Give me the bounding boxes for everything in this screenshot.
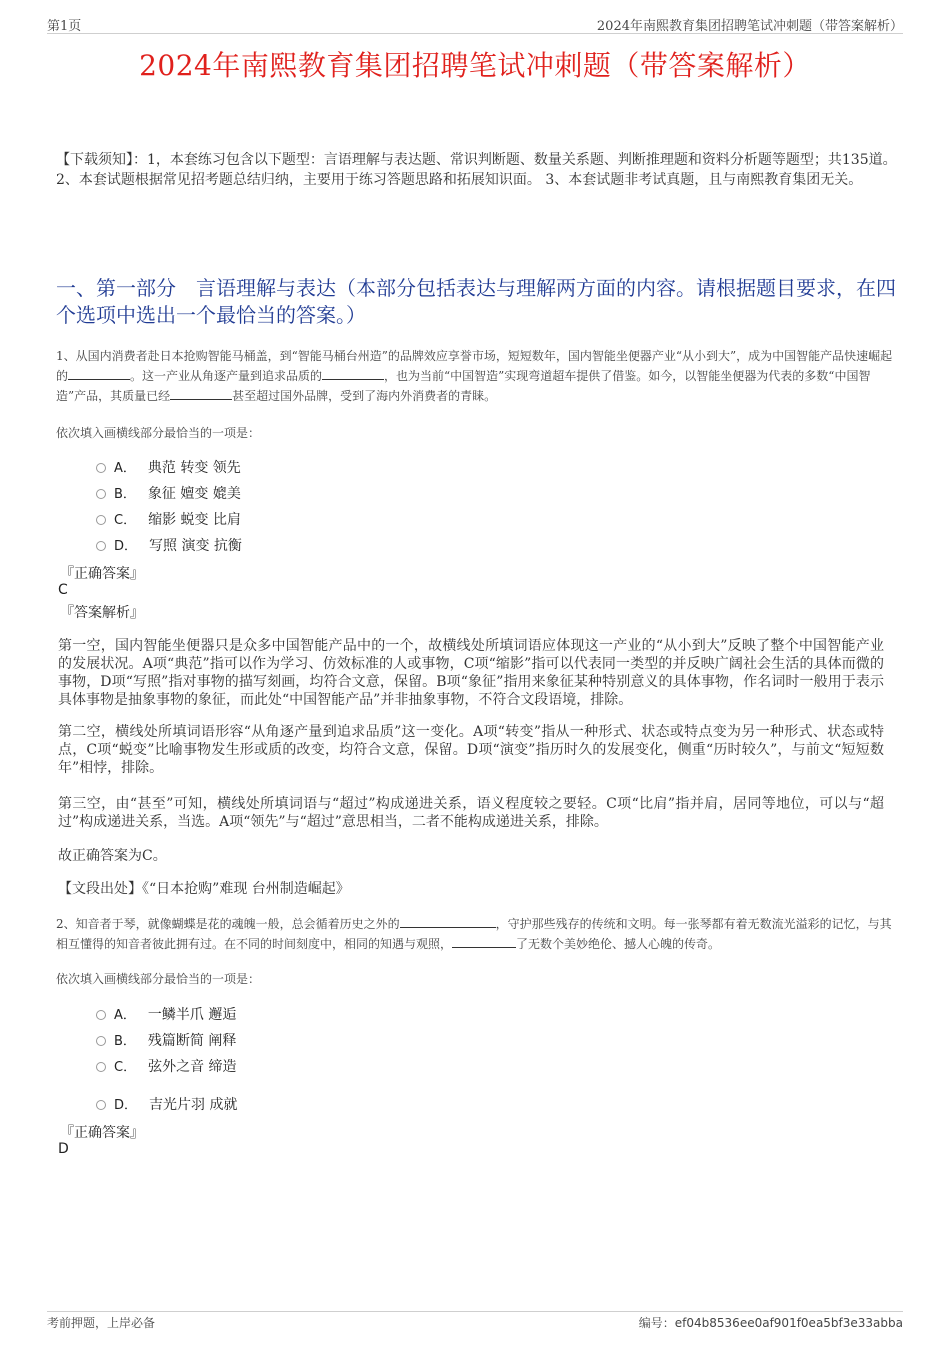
q2-option-d[interactable]: D． 吉光片羽 成就 xyxy=(96,1094,237,1114)
analysis-paragraph: 第三空，由“甚至”可知，横线处所填词语与“超过”构成递进关系，语义程度较之要轻。C项“比肩”指并肩，居同等地位，可以与“超过”构成递进关系，当选。A项“领先”与“超过”意思相当，二者不能构成递进关系，排除。 xyxy=(58,796,884,830)
answer-blank xyxy=(322,367,384,380)
header-divider xyxy=(47,33,903,34)
correct-answer-value: C xyxy=(58,582,68,598)
correct-answer-label: 『正确答案』 xyxy=(60,566,144,582)
document-title: 2024年南熙教育集团招聘笔试冲刺题（带答案解析） xyxy=(139,49,811,82)
footer-slogan: 考前押题，上岸必备 xyxy=(47,1316,156,1330)
footer-divider xyxy=(47,1311,903,1312)
source-citation: 【文段出处】《“日本抢购”难现 台州制造崛起》 xyxy=(58,881,350,897)
q2-option-c[interactable]: C． 弦外之音 缔造 xyxy=(96,1056,237,1076)
section-heading: 一、第一部分 言语理解与表达（本部分包括表达与理解两方面的内容。请根据题目要求，在四个选项中选出一个最恰当的答案。） xyxy=(56,276,896,327)
radio-icon[interactable] xyxy=(96,1100,106,1110)
answer-blank xyxy=(452,935,516,948)
radio-icon[interactable] xyxy=(96,463,106,473)
q1-option-d[interactable]: D． 写照 演变 抗衡 xyxy=(96,535,242,555)
answer-blank xyxy=(170,387,232,400)
question-2-text: 2、知音者于琴，就像蝴蝶是花的魂魄一般，总会循着历史之外的 ，守护那些残存的传统和文明。每一张琴都有着无数流光溢彩的记忆，与其相互懂得的知音者彼此拥有过。在不同的时间刻度中，相同的知遇与观照， 了无数个美妙绝伦、撼人心魄的传奇。 xyxy=(56,917,892,951)
q2-option-a[interactable]: A． 一鳞半爪 邂逅 xyxy=(96,1004,236,1024)
question-1-text: 1、从国内消费者赴日本抢购智能马桶盖，到“智能马桶台州造”的品牌效应享誉市场，短短数年，国内智能坐便器产业“从小到大”，成为中国智能产品快速崛起的 。这一产业从角逐产量到追求品质的 ，也为当前“中国智造”实现弯道超车提供了借鉴。如今，以智能坐便器为代表的多数“中国智造”产品，其质量已经 甚至超过国外品牌，受到了海内外消费者的青睐。 xyxy=(56,349,893,403)
correct-answer-label: 『正确答案』 xyxy=(60,1125,144,1141)
q1-option-a[interactable]: A． 典范 转变 领先 xyxy=(96,457,241,477)
analysis-conclusion: 故正确答案为C。 xyxy=(58,848,167,864)
answer-blank xyxy=(400,915,496,928)
radio-icon[interactable] xyxy=(96,1010,106,1020)
question-1-instruction: 依次填入画横线部分最恰当的一项是： xyxy=(56,426,261,440)
q2-option-b[interactable]: B． 残篇断简 阐释 xyxy=(96,1030,236,1050)
document-code: 编号：ef04b8536ee0af901f0ea5bf3e33abba xyxy=(638,1316,903,1330)
analysis-paragraph: 第一空，国内智能坐便器只是众多中国智能产品中的一个，故横线处所填词语应体现这一产业的“从小到大”反映了整个中国智能产业的发展状况。A项“典范”指可以作为学习、仿效标准的人或事物，C项“缩影”指可以代表同一类型的并反映广阔社会生活的具体而微的事物，D项“写照”指对事物的描写刻画，均符合文意，保留。B项“象征”指用来象征某种特别意义的具体事物，作名词时一般用于表示具体事物是抽象事物的象征，而此处“中国智能产品”并非抽象事物，不符合文段语境，排除。 xyxy=(58,638,884,708)
question-2-instruction: 依次填入画横线部分最恰当的一项是： xyxy=(56,972,261,986)
page-number: 第1页 xyxy=(47,19,82,34)
download-notice: 【下载须知】：1，本套练习包含以下题型：言语理解与表达题、常识判断题、数量关系题、判断推理题和资料分析题等题型；共135道。 2、本套试题根据常见招考题总结归纳，主要用于练习答题思路和拓展知识面。 3、本套试题非考试真题，且与南熙教育集团无关。 xyxy=(56,152,897,188)
radio-icon[interactable] xyxy=(96,1062,106,1072)
running-header-title: 2024年南熙教育集团招聘笔试冲刺题（带答案解析） xyxy=(596,19,903,34)
q1-option-b[interactable]: B． 象征 嬗变 媲美 xyxy=(96,483,241,503)
analysis-paragraph: 第二空，横线处所填词语形容“从角逐产量到追求品质”这一变化。A项“转变”指从一种形式、状态或特点变为另一种形式、状态或特点，C项“蜕变”比喻事物发生形或质的改变，均符合文意，保留。D项“演变”指历时久的发展变化，侧重“历时较久”，与前文“短短数年”相悖，排除。 xyxy=(58,724,884,776)
correct-answer-value: D xyxy=(58,1141,69,1157)
radio-icon[interactable] xyxy=(96,515,106,525)
radio-icon[interactable] xyxy=(96,1036,106,1046)
analysis-label: 『答案解析』 xyxy=(60,605,144,621)
q1-option-c[interactable]: C． 缩影 蜕变 比肩 xyxy=(96,509,241,529)
answer-blank xyxy=(68,367,130,380)
radio-icon[interactable] xyxy=(96,489,106,499)
radio-icon[interactable] xyxy=(96,541,106,551)
